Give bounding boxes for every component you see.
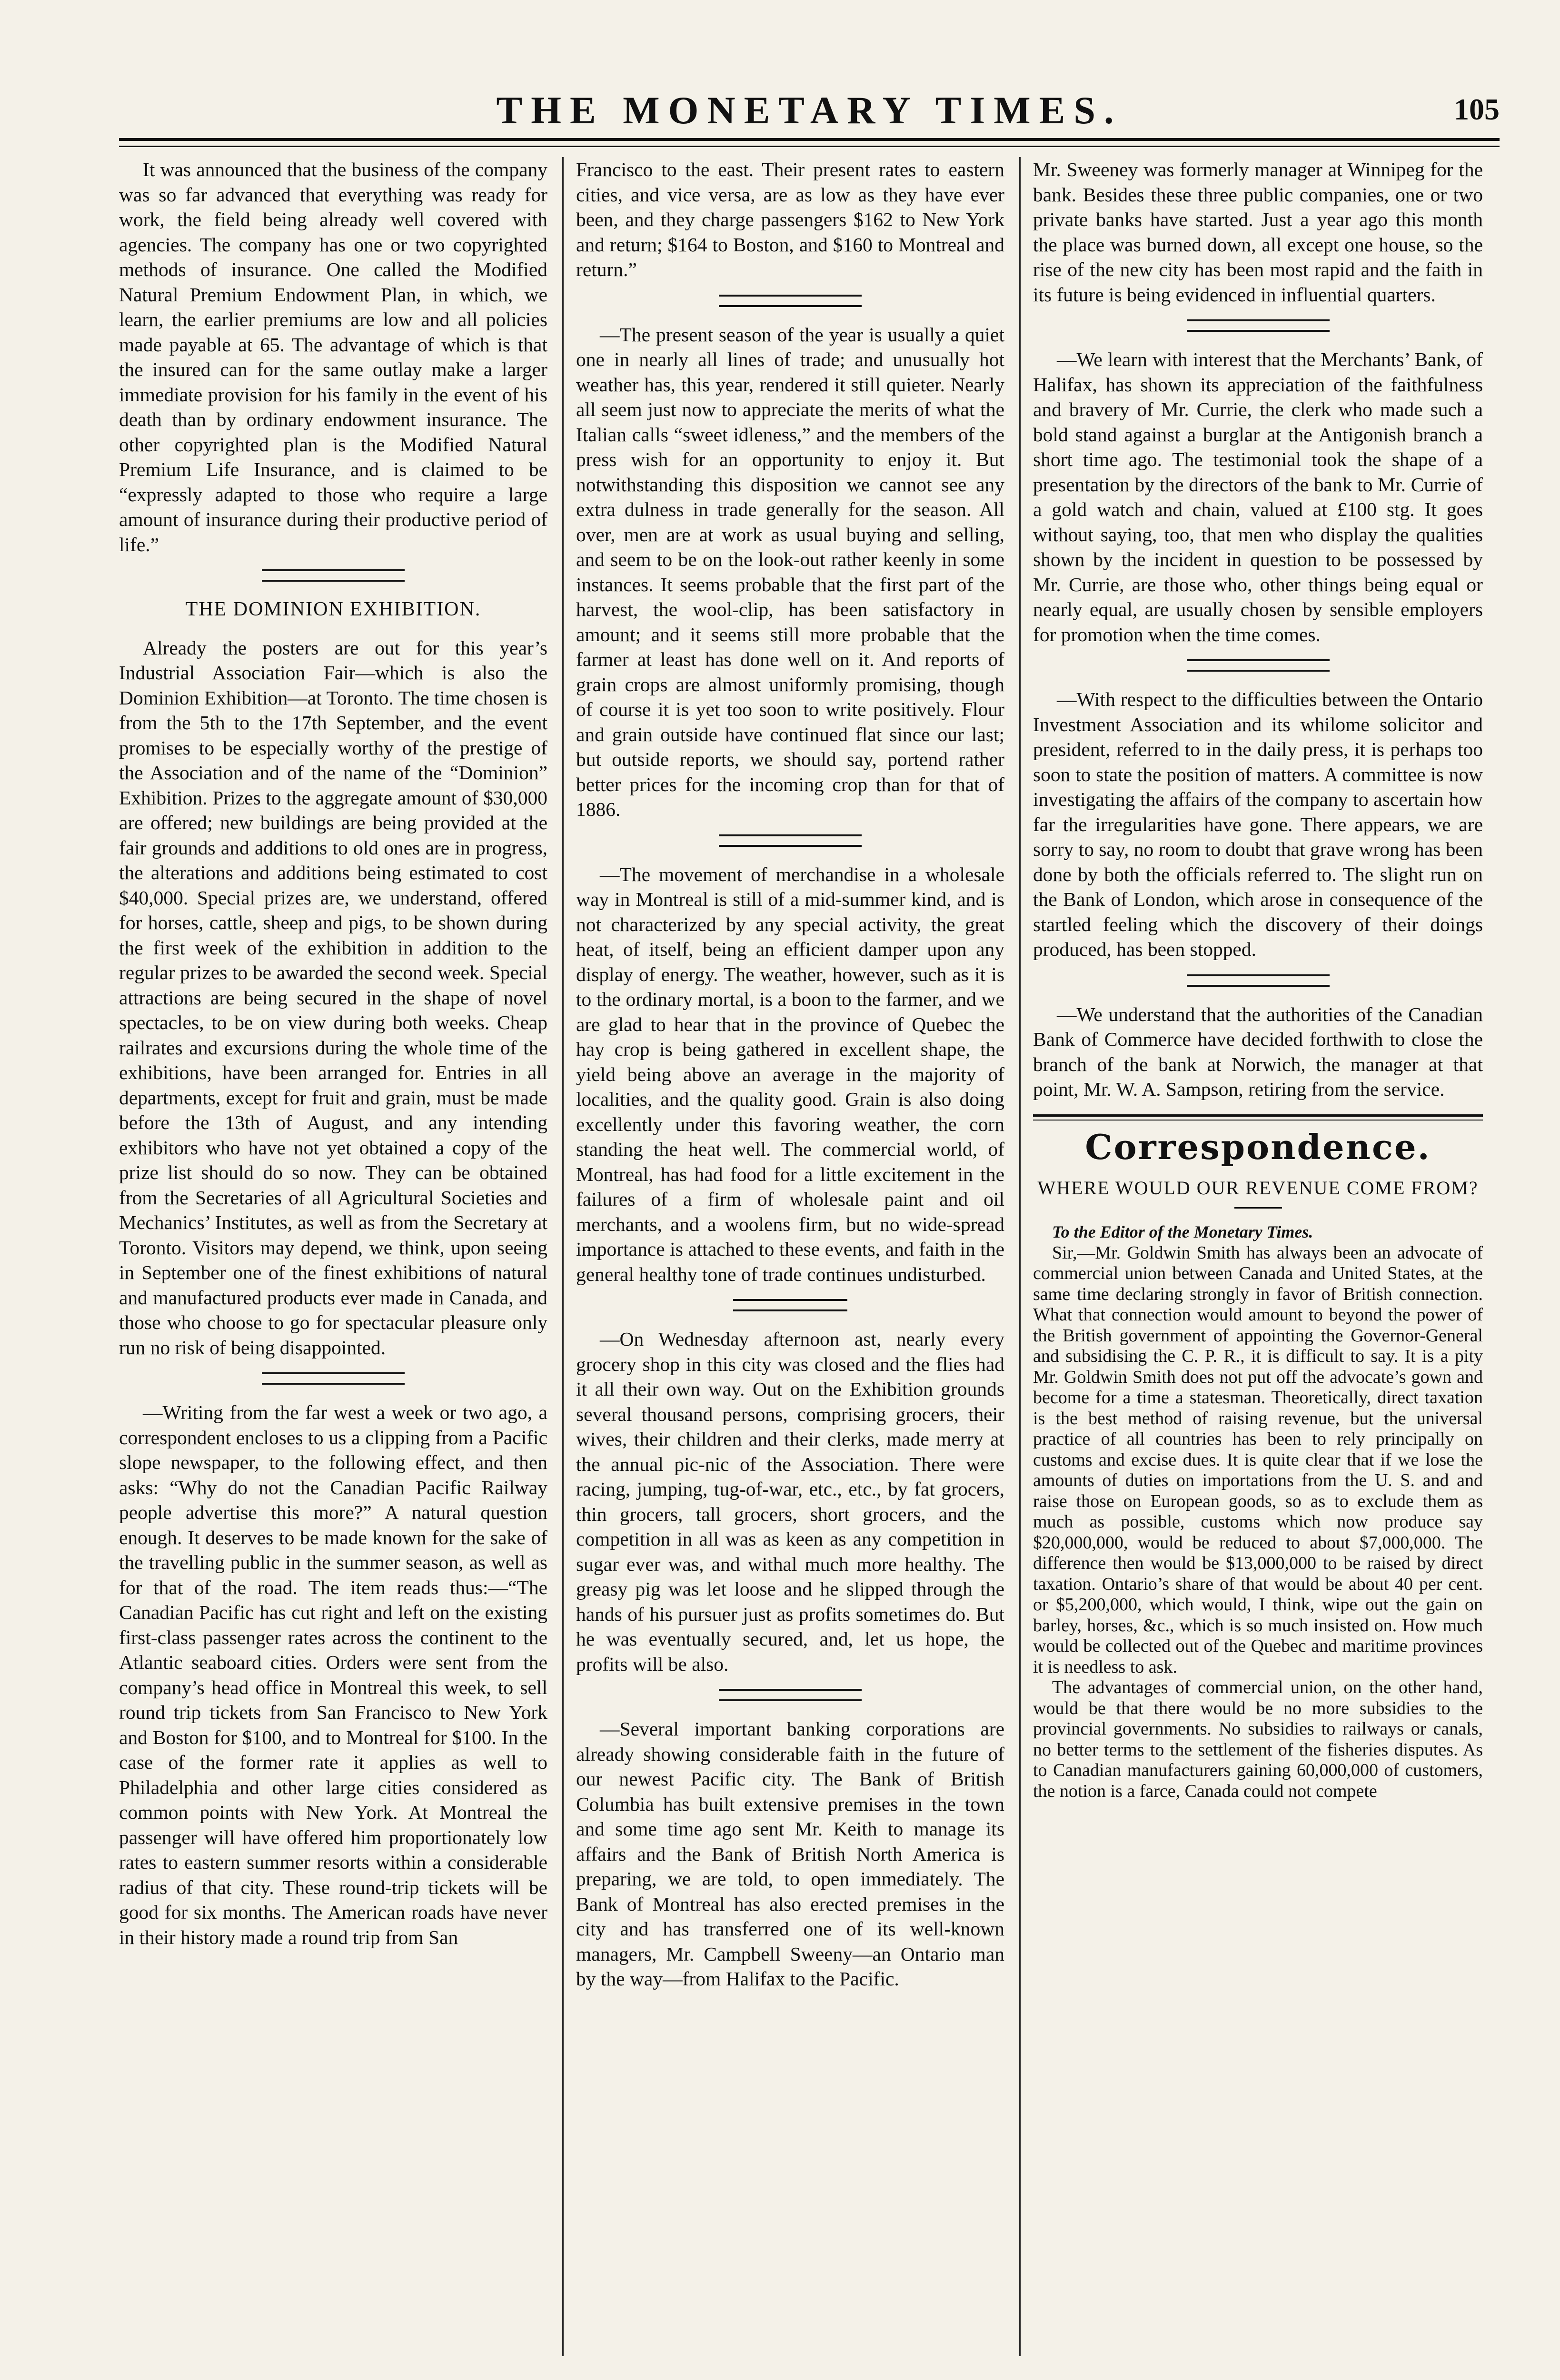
header-rule-top [119, 138, 1500, 141]
article-banking-continued: Mr. Sweeney was formerly manager at Winnipeg for the bank. Besides these three public companies, one or two private banks have started. Just a year ago this month the place was burned down, all except one house, so the rise of the new city has been most rapid and the faith in its future is being evidenced in influential quarters. [1033, 159, 1483, 306]
column-1 [119, 157, 547, 2347]
letter-paragraph-2: The advantages of commercial union, on the other hand, would be that there would be no more subsidies to the provincial governments. No subsidies to railways or canals, no better terms to the settlement of the fisheries disputes. As to Canadian manufacturers gaining 60,000,000 of customers, the notion is a farce, Canada could not compete [1033, 1677, 1483, 1801]
column-rule-left [562, 157, 564, 2356]
heading-dominion-exhibition: THE DOMINION EXHIBITION. [185, 598, 481, 620]
article-separator [1187, 319, 1330, 332]
article-montreal-merchandise-text: —The movement of merchandise in a wholesale way in Montreal is still of a mid-summer kind, and is not characterized by any special activity, the great heat, of itself, being an efficient damper upon any display of energy. The weather, however, such as it is to the ordinary mortal, is a boon to the farmer, and we are glad to hear that in the province of Quebec the hay crop is being gathered in excellent shape, the yield being above an average in the majority of localities, and the quality good. Grain is also doing excellently under this favoring weather, the corn standing the heat well. The commercial world, of Montreal, has had food for a little excitement in the failures of a firm of wholesale paint and oil merchants, and a woolens firm, but no wide-spread importance is attached to these events, and faith in the general healthy tone of trade continues undisturbed. [576, 863, 1004, 1285]
section-rule-thin [1033, 1120, 1483, 1121]
header-rule-bottom [119, 146, 1500, 147]
article-pacific-rates-continued: Francisco to the east. Their present rates to eastern cities, and vice versa, are as low as they have ever been, and they charge passengers $162 to New York and return; $164 to Boston, and $160 to Montreal and return.” [576, 159, 1004, 280]
column-3 [1033, 157, 1483, 2347]
article-separator [719, 1689, 862, 1701]
section-rule-thick [1033, 1114, 1483, 1117]
article-separator [1187, 659, 1330, 672]
article-ontario-investment-text: —With respect to the difficulties between the Ontario Investment Association and its whilome solicitor and president, referred to in the daily press, it is perhaps too soon to state the position of matters. A committee is now investigating the affairs of the company to ascertain how far the irregularities have gone. There appears, we are sorry to say, no room to doubt that grave wrong has been done by both the officials referred to. The slight run on the Bank of London, which arose in consequence of the startled feeling which the discovery of their doings produced, has been stopped. [1033, 688, 1483, 960]
article-separator [719, 295, 862, 307]
article-insurance-text: It was announced that the business of the company was so far advanced that everything was ready for work, the field being already well covered with agencies. The company has one or two copyrighted methods of insurance. One called the Modified Natural Premium Endowment Plan, in which, we learn, the earlier premiums are low and all policies made payable at 65. The advantage of which is that the insured can for the same outlay make a larger immediate provision for his family in the event of his death than by ordinary endowment insurance. The other copyrighted plan is the Modified Natural Premium Life Insurance, and is claimed to be “expressly adapted to those who require a large amount of insurance during their productive period of life.” [119, 159, 547, 555]
page-header [119, 88, 1500, 140]
correspondence-heading: Correspondence. [1085, 1126, 1431, 1167]
article-season-trade-text: —The present season of the year is usually a quiet one in nearly all lines of trade; and unusually hot weather has, this year, rendered it still quieter. Nearly all seem just now to appreciate the merits of what the Italian calls “sweet idleness,” and the members of the press wish for an opportunity to enjoy it. But notwithstanding this disposition we cannot see any extra dulness in trade generally for the season. All over, men are at work as usual buying and selling, and seem to be on the look-out rather keenly in some instances. It seems probable that the first part of the harvest, the wool-clip, has been satisfactory in amount; and it seems still more probable that the farmer at least has done well on it. And reports of grain crops are almost uniformly promising, though of course it is yet too soon to write positively. Flour and grain outside have continued flat since our last; but outside reports, we should say, portend rather better prices for the incoming crop than for that of 1886. [576, 323, 1004, 820]
article-grocers-picnic-text: —On Wednesday afternoon ast, nearly every grocery shop in this city was closed and the flies had it all their own way. Out on the Exhibition grounds several thousand persons, comprising grocers, their wives, their children and their clerks, made merry at the annual pic-nic of the Association. There were racing, jumping, tug-of-war, etc., etc., by fat grocers, thin grocers, tall grocers, short grocers, and the competition in all was as keen as any competition in sugar ever was, and withal much more healthy. The greasy pig was let loose and he slipped through the hands of his pursuer just as profits sometimes do. But he was eventually secured, and, let us hope, the profits will be also. [576, 1328, 1004, 1675]
column-rule-right [1019, 157, 1021, 2356]
article-exhibition-text: Already the posters are out for this year’s Industrial Association Fair—which is also the Dominion Exhibition—at Toronto. The time chosen is from the 5th to the 17th September, and the event promises to be especially worthy of the prestige of the Association and of the name of the “Dominion” Exhibition. Prizes to the aggregate amount of $30,000 are offered; new buildings are being provided at the fair grounds and additions to old ones are in progress, the alterations and additions being estimated to cost $40,000. Special prizes are, we understand, offered for horses, cattle, sheep and pigs, to be shown during the first week of the exhibition in addition to the regular prizes to be awarded the second week. Special attractions are being secured in the shape of novel spectacles, to be on view during both weeks. Cheap railrates and excursions during the whole time of the exhibitions, have been arranged for. Entries in all departments, except for fruit and grain, must be made before the 13th of August, and any intending exhibitors who have not yet obtained a copy of the prize list should do so now. They can be obtained from the Secretaries of all Agricultural Societies and Mechanics’ Institutes, as well as from the Secretary at Toronto. Visitors may depend, we think, upon seeing in September one of the finest exhibitions of natural and manufactured products ever made in Canada, and those who choose to go for spectacular pleasure only run no risk of being disappointed. [119, 636, 547, 1359]
letter-title-rule [1234, 1207, 1282, 1209]
column-2 [576, 157, 1004, 2347]
letter-paragraph-1: Sir,—Mr. Goldwin Smith has always been an advocate of commercial union between Canada and United States, at the same time declaring strongly in favor of British connection. What that connection would amount to beyond the power of the British government of appointing the Governor-General and subsidising the C. P. R., it is difficult to say. It is a pity Mr. Goldwin Smith does not put off the advocate’s gown and become for a time a statesman. Theoretically, direct taxation is the best method of raising revenue, but the universal practice of all countries has been to rely principally on customs and excise dues. It is quite clear that if we lose the amounts of duties on importations from the U. S. and and raise those on European goods, so as to exclude them as much as possible, customs which now produce say $20,000,000, would be reduced to about $7,000,000. The difference then would be $13,000,000 to be raised by direct taxation. Ontario’s share of that would be about 40 per cent. or $5,200,000, which would, I think, wipe out the gain on barley, horses, &c., which is so much insisted on. How much would be collected out of the Quebec and maritime provinces it is needless to ask. [1033, 1242, 1483, 1677]
article-separator [262, 569, 405, 582]
letter-body [1033, 1222, 1483, 1802]
article-separator [733, 1299, 847, 1311]
letter-addressee: To the Editor of the Monetary Times. [1052, 1222, 1313, 1241]
article-pacific-rates-text: —Writing from the far west a week or two ago, a correspondent encloses to us a clipping from a Pacific slope newspaper, to the following effect, and then asks: “Why do not the Canadian Pacific Railway people advertise this more?” A natural question enough. It deserves to be made known for the sake of the travelling public in the summer season, as well as for that of the road. The item reads thus:—“The Canadian Pacific has cut right and left on the existing first-class passenger rates across the continent to the Atlantic seaboard cities. Orders were sent from the company’s head office in Montreal this week, to sell round trip tickets from San Francisco to New York and Boston for $100, and to Montreal for $100. In the case of the former rate it applies as well to Philadelphia and other large cities considered as common points with New York. At Montreal the passenger will have offered him proportionately low rates to eastern summer resorts within a considerable radius of that city. These round-trip tickets will be good for six months. The American roads have never in their history made a round trip from San [119, 1401, 547, 1948]
article-banking-text: —Several important banking corporations are already showing considerable faith in the future of our newest Pacific city. The Bank of British Columbia has built extensive premises in the town and some time ago sent Mr. Keith to manage its affairs and the Bank of British North America is preparing, we are told, to open immediately. The Bank of Montreal has also erected premises in the city and has transferred one of its well-known managers, Mr. Campbell Sweeny—an Ontario man by the way—from Halifax to the Pacific. [576, 1718, 1004, 1990]
article-merchants-bank-text: —We learn with interest that the Merchants’ Bank, of Halifax, has shown its appreciation of the faithfulness and bravery of Mr. Currie, the clerk who made such a bold stand against a burglar at the Antigonish branch a short time ago. The testimonial took the shape of a presentation by the directors of the bank to Mr. Currie of a gold watch and chain, valued at £100 stg. It goes without saying, too, that men who display the qualities shown by the incident in question to be possessed by Mr. Currie, are those who, other things being equal or nearly equal, are usually chosen by sensible employers for promotion when the time comes. [1033, 348, 1483, 645]
article-separator [719, 834, 862, 847]
article-bank-of-commerce-text: —We understand that the authorities of the Canadian Bank of Commerce have decided forthwith to close the branch of the bank at Norwich, the manager at that point, Mr. W. A. Sampson, retiring from the service. [1033, 1003, 1483, 1100]
article-separator [1187, 974, 1330, 987]
masthead-title: THE MONETARY TIMES. [496, 89, 1123, 132]
article-separator [262, 1372, 405, 1385]
page-number: 105 [1454, 92, 1500, 126]
letter-title: WHERE WOULD OUR REVENUE COME FROM? [1037, 1177, 1479, 1199]
